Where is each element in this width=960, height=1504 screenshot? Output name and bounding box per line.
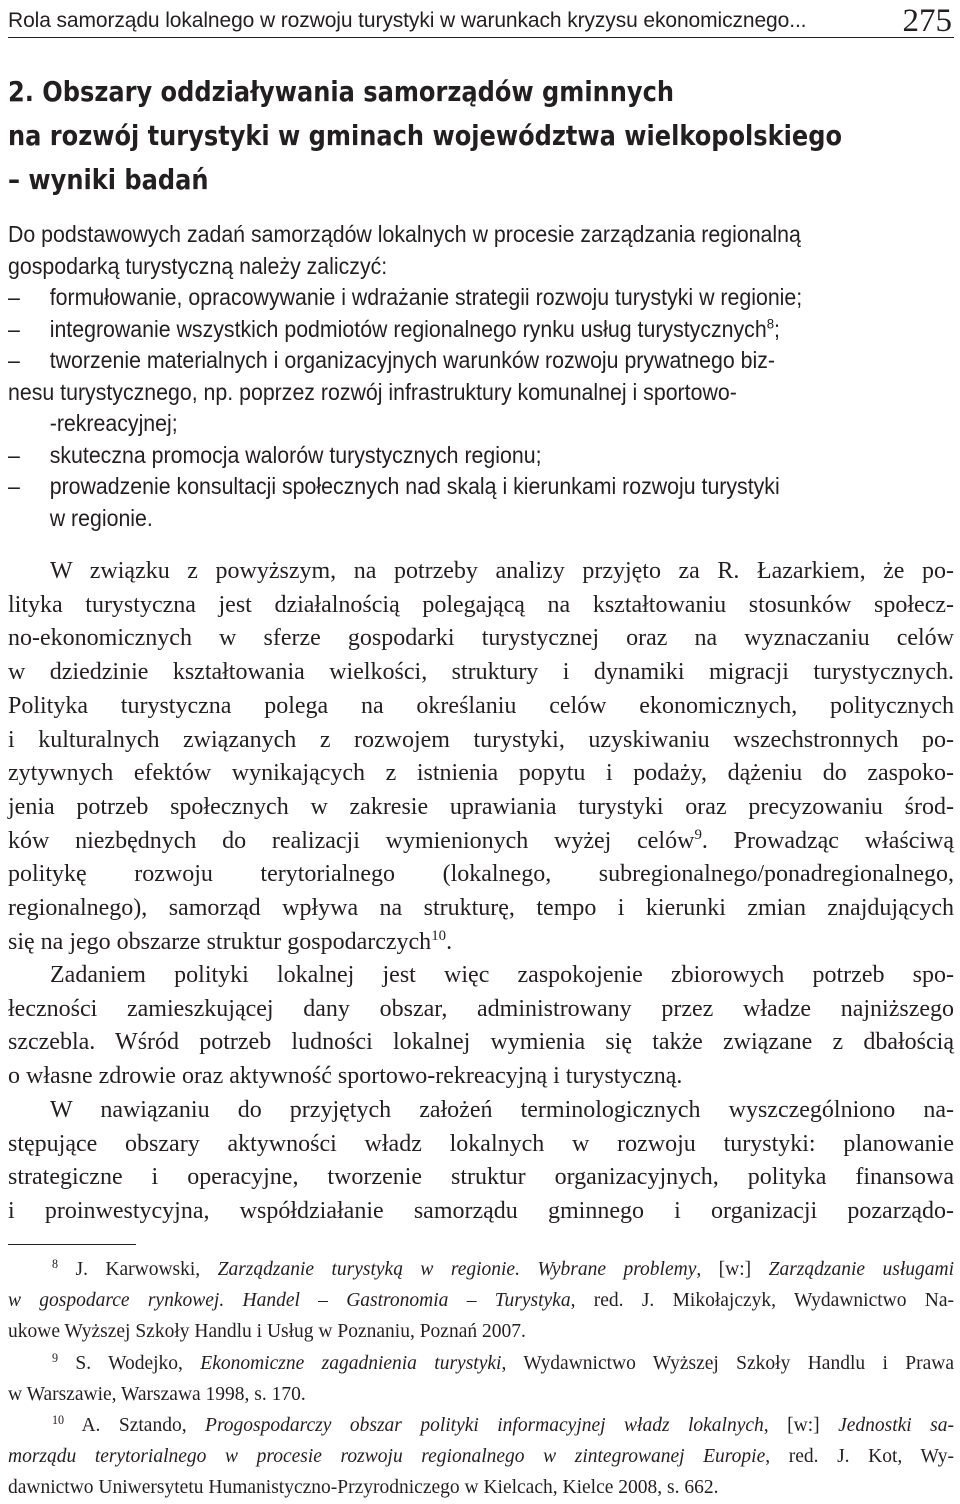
footnote-ref[interactable]: 10 bbox=[431, 927, 447, 944]
list-item bbox=[8, 345, 954, 377]
footnote-8-line bbox=[8, 1285, 954, 1316]
footnote-author: A. Sztando, bbox=[81, 1415, 187, 1437]
dash-bullet: – bbox=[8, 315, 20, 342]
text-line: Zadaniem polityki lokalnej jest więc zaspokojenie zbiorowych potrzeb spo- bbox=[50, 962, 954, 988]
footnote-number: 9 bbox=[52, 1350, 59, 1365]
dash-bullet: – bbox=[8, 347, 20, 373]
intro-line: gospodarką turystyczną należy zaliczyć: bbox=[8, 252, 388, 279]
footnote-10 bbox=[8, 1410, 954, 1441]
text-line: stępujące obszary aktywności władz lokalnych w rozwoju turystyki: planowanie bbox=[8, 1130, 954, 1157]
footnote-title: Zarządzanie turystyką w regionie. Wybrane problemy bbox=[217, 1259, 697, 1280]
paragraph-2 bbox=[8, 959, 954, 1094]
running-head bbox=[8, 4, 954, 38]
text-run: się na jego obszarze struktur gospodarczych bbox=[8, 928, 432, 955]
text-run: ków niezbędnych do realizacji wymienionych wyżej celów bbox=[8, 827, 695, 854]
footnote-8-line: ukowe Wyższej Szkoły Handlu i Usług w Poznaniu, Poznań 2007. bbox=[8, 1321, 526, 1343]
text-line: zytywnych efektów wynikających z istnienia popytu i podaży, dążeniu do zaspoko- bbox=[8, 760, 954, 787]
text-line: lityka turystyczna jest działalnością polegającą na kształtowaniu stosunków społecz- bbox=[8, 591, 954, 618]
footnote-ref[interactable]: 8 bbox=[766, 315, 775, 332]
footnote-8 bbox=[8, 1254, 954, 1285]
footnote-10-line: dawnictwo Uniwersytetu Humanistyczno-Przyrodniczego w Kielcach, Kielce 2008, s. 662. bbox=[8, 1477, 719, 1499]
list-item-text: formułowanie, opracowywanie i wdrażanie strategii rozwoju turystyki w regionie; bbox=[49, 284, 803, 310]
list-item-continuation: -rekreacyjnej; bbox=[49, 410, 178, 436]
heading-line: na rozwój turystyki w gminach województwa wielkopolskiego bbox=[8, 119, 843, 152]
page-number: 275 bbox=[902, 3, 952, 39]
footnote-number: 8 bbox=[52, 1256, 59, 1271]
text-line: i kulturalnych związanych z rozwojem turystyki, uzyskiwaniu wszechstronnych po- bbox=[8, 726, 954, 753]
list-item-text: prowadzenie konsultacji społecznych nad skalą i kierunkami rozwoju turystyki bbox=[49, 473, 780, 499]
paragraph-3 bbox=[8, 1094, 954, 1229]
list-item-text: integrowanie wszystkich podmiotów regionalnego rynku usług turystycznych bbox=[49, 315, 767, 342]
footnote-9 bbox=[8, 1348, 954, 1379]
footnote-rule bbox=[8, 1244, 136, 1245]
footnote-number: 10 bbox=[52, 1412, 65, 1427]
text-line: politykę rozwoju terytorialnego (lokalnego, subregionalnego/ponadregionalnego, bbox=[8, 861, 954, 888]
text-run: . bbox=[446, 928, 453, 955]
list-item-text: skuteczna promocja walorów turystycznych regionu; bbox=[49, 441, 542, 468]
footnote-author: S. Wodejko, bbox=[75, 1352, 183, 1374]
footnote-10-line bbox=[8, 1441, 954, 1472]
text-line: szczebla. Wśród potrzeb ludności lokalnej wymienia się także związane z dbałością bbox=[8, 1029, 954, 1056]
footnote-title: Progospodarczy obszar polityki informacyjnej władz lokalnych bbox=[205, 1415, 764, 1437]
text-line: i proinwestycyjna, współdziałanie samorządu gminnego i organizacji pozarządo- bbox=[8, 1198, 954, 1225]
text-line: strategiczne i operacyjne, tworzenie struktur organizacyjnych, polityka finansowa bbox=[8, 1164, 954, 1191]
text-line: w dziedzinie kształtowania wielkości, struktury i dynamiki migracji turystycznych. bbox=[8, 659, 954, 686]
text-line: regionalnego), samorząd wpływa na strukturę, tempo i kierunki zmian znajdujących bbox=[8, 895, 954, 922]
footnote-text: , [w:] bbox=[696, 1259, 752, 1280]
footnote-text: , red. J. Mikołajczyk, Wydawnictwo Na- bbox=[570, 1290, 955, 1312]
text-line: jenia potrzeb społecznych w zakresie uprawiania turystyki oraz precyzowaniu środ- bbox=[8, 793, 954, 820]
text-line: o własne zdrowie oraz aktywność sportowo-rekreacyjną i turystyczną. bbox=[8, 1063, 683, 1090]
header-rule bbox=[8, 37, 954, 38]
footnote-title: Zarządzanie usługami bbox=[768, 1259, 954, 1280]
document-page bbox=[8, 0, 955, 1499]
footnote-ref[interactable]: 9 bbox=[694, 826, 702, 843]
footnote-9-line: w Warszawie, Warszawa 1998, s. 170. bbox=[8, 1383, 306, 1405]
running-head-title: Rola samorządu lokalnego w rozwoju turystyki w warunkach kryzysu ekonomicznego... bbox=[8, 9, 807, 32]
text-line: W związku z powyższym, na potrzeby analizy przyjęto za R. Łazarkiem, że po- bbox=[50, 558, 954, 584]
footnote-text: , Wydawnictwo Wyższej Szkoły Handlu i Prawa bbox=[501, 1352, 954, 1374]
intro-and-list bbox=[8, 219, 954, 534]
list-item-continuation: w regionie. bbox=[49, 504, 153, 531]
text-line: W nawiązaniu do przyjętych założeń terminologicznych wyszczególniono na- bbox=[50, 1097, 954, 1123]
footnote-text: , [w:] bbox=[763, 1415, 820, 1437]
text-line bbox=[8, 926, 954, 960]
heading-line: – wyniki badań bbox=[8, 163, 209, 196]
dash-bullet: – bbox=[8, 473, 20, 499]
text-run: . Prowadząc właściwą bbox=[701, 827, 954, 854]
intro-line: Do podstawowych zadań samorządów lokalnych w procesie zarządzania regionalną bbox=[8, 221, 801, 247]
footnote-title: morządu terytorialnego w procesie rozwoju regionalnego w zintegrowanej Europie bbox=[8, 1446, 766, 1468]
footnotes bbox=[8, 1254, 954, 1504]
text-line: no-ekonomicznych w sferze gospodarki turystycznej oraz na wyznaczaniu celów bbox=[8, 625, 954, 652]
dash-bullet: – bbox=[8, 441, 20, 468]
list-item bbox=[8, 282, 954, 314]
footnote-title: Jednostki sa- bbox=[838, 1415, 955, 1437]
text-line bbox=[8, 825, 954, 859]
footnote-text: , red. J. Kot, Wy- bbox=[765, 1446, 954, 1468]
heading-line: 2. Obszary oddziaływania samorządów gminnych bbox=[8, 75, 674, 108]
list-item bbox=[8, 440, 954, 472]
paragraph-1 bbox=[8, 555, 954, 959]
section-heading bbox=[8, 70, 843, 202]
text-line: Polityka turystyczna polega na określaniu celów ekonomicznych, politycznych bbox=[8, 692, 954, 719]
footnote-title: w gospodarce rynkowej. Handel – Gastronomia – Turystyka bbox=[8, 1290, 571, 1312]
footnote-author: J. Karwowski, bbox=[75, 1259, 201, 1280]
list-item-text: ; bbox=[774, 315, 780, 342]
list-item-text: tworzenie materialnych i organizacyjnych warunków rozwoju prywatnego biz- bbox=[49, 347, 775, 373]
list-item bbox=[8, 314, 954, 346]
dash-bullet: – bbox=[8, 284, 20, 310]
footnote-title: Ekonomiczne zagadnienia turystyki bbox=[200, 1352, 502, 1374]
list-item-continuation: nesu turystycznego, np. poprzez rozwój infrastruktury komunalnej i sportowo- bbox=[8, 378, 737, 405]
text-line: łeczności zamieszkującej dany obszar, administrowany przez władze najniższego bbox=[8, 995, 954, 1022]
list-item bbox=[8, 471, 954, 503]
